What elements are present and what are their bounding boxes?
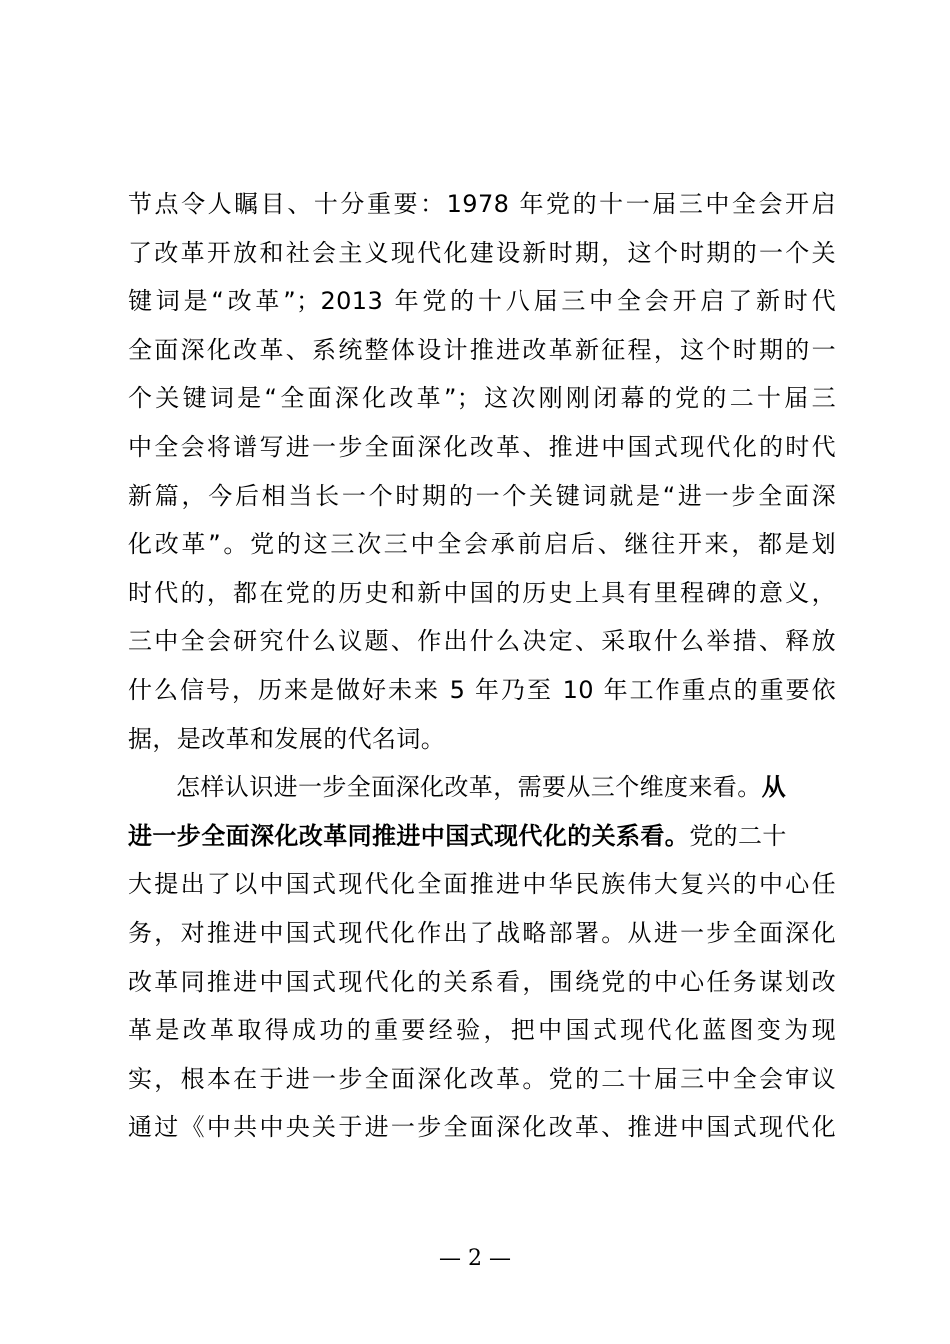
text-line: 中全会将谱写进一步全面深化改革、推进中国式现代化的时代 <box>128 432 836 461</box>
text-line: 据，是改革和发展的代名词。 <box>128 724 446 753</box>
text-line: 了改革开放和社会主义现代化建设新时期，这个时期的一个关 <box>128 238 836 267</box>
text-line: 大提出了以中国式现代化全面推进中华民族伟大复兴的中心任 <box>128 870 836 899</box>
plain-text: 怎样认识进一步全面深化改革，需要从三个维度来看。 <box>176 773 762 802</box>
text-line: 全面深化改革、系统整体设计推进改革新征程，这个时期的一 <box>128 335 836 364</box>
plain-text: 党的二十 <box>689 821 787 850</box>
text-line: 实，根本在于进一步全面深化改革。党的二十届三中全会审议 <box>128 1064 836 1093</box>
text-line: 什么信号，历来是做好未来 5 年乃至 10 年工作重点的重要依 <box>128 675 836 704</box>
text-line: 节点令人瞩目、十分重要：1978 年党的十一届三中全会开启 <box>128 190 836 218</box>
bold-heading-text: 从 <box>761 773 787 802</box>
page-number: — 2 — <box>439 1246 511 1271</box>
body-text <box>128 180 836 1152</box>
text-line: 三中全会研究什么议题、作出什么决定、采取什么举措、释放 <box>128 627 836 656</box>
paragraph-2-first-line <box>128 763 836 812</box>
text-line: 化改革”。党的这三次三中全会承前启后、继往开来，都是划 <box>128 530 836 559</box>
text-line: 通过《中共中央关于进一步全面深化改革、推进中国式现代化 <box>128 1113 836 1142</box>
text-line: 务，对推进中国式现代化作出了战略部署。从进一步全面深化 <box>128 918 836 947</box>
paragraph-2-second-line <box>128 812 836 861</box>
text-line: 键词是“改革”；2013 年党的十八届三中全会开启了新时代 <box>128 287 836 316</box>
text-line: 改革同推进中国式现代化的关系看，围绕党的中心任务谋划改 <box>128 967 836 996</box>
text-line: 新篇，今后相当长一个时期的一个关键词就是“进一步全面深 <box>128 481 836 510</box>
text-line: 时代的，都在党的历史和新中国的历史上具有里程碑的意义， <box>128 578 836 607</box>
text-line: 个关键词是“全面深化改革”；这次刚刚闭幕的党的二十届三 <box>128 384 836 413</box>
bold-heading-text: 进一步全面深化改革同推进中国式现代化的关系看。 <box>128 821 690 850</box>
text-line: 革是改革取得成功的重要经验，把中国式现代化蓝图变为现 <box>128 1016 836 1045</box>
